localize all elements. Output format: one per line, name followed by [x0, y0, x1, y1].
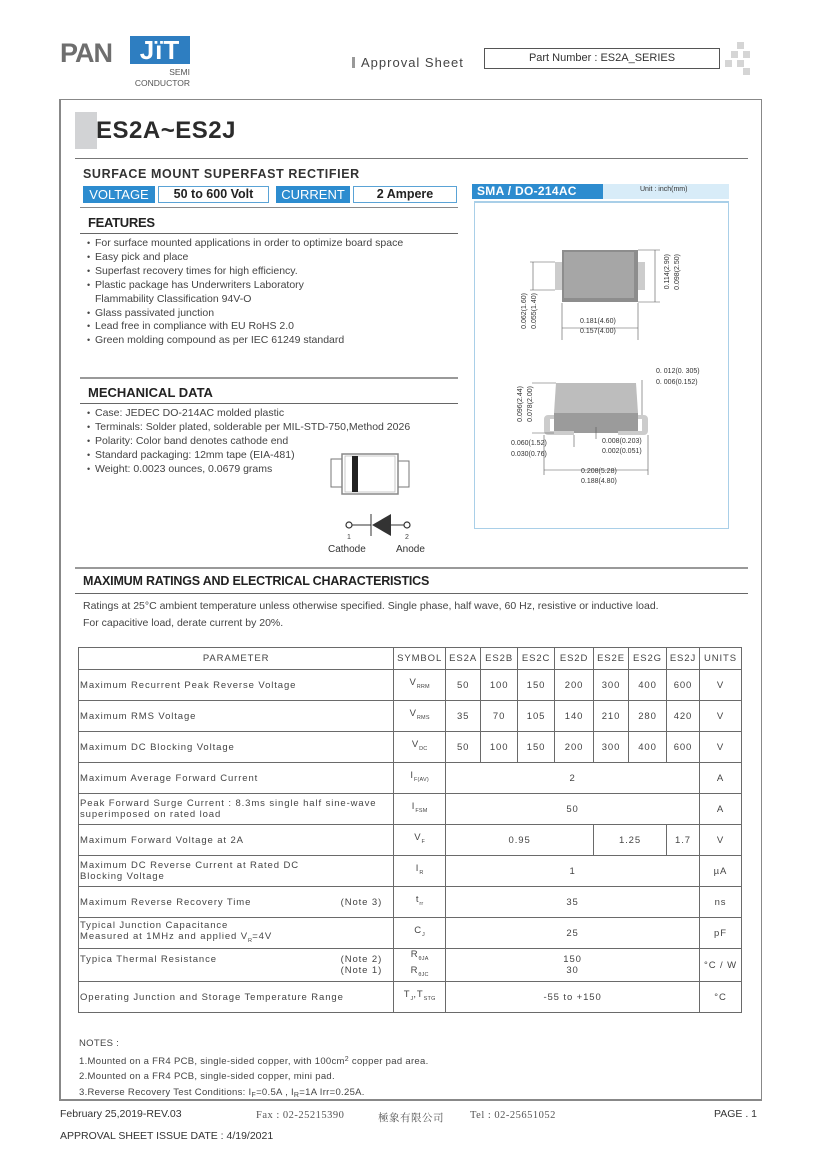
value-cell: 1.7	[666, 825, 699, 856]
dim-lead-len-min: 0.030(0.76)	[511, 451, 547, 458]
notes-block	[79, 1036, 429, 1103]
col-header: ES2D	[555, 648, 594, 670]
value-cell: 100	[481, 670, 518, 701]
cathode-label: Cathode	[328, 544, 366, 555]
value-cell: 35	[446, 887, 700, 918]
dim-body-height-min: 0.098(2.50)	[674, 254, 681, 290]
package-polarity-icon	[330, 450, 420, 500]
dim-standoff-min: 0.002(0.051)	[602, 448, 642, 455]
ratings-table	[78, 647, 742, 1013]
ratings-note-2: For capacitive load, derate current by 20%.	[83, 617, 284, 629]
ratings-note-1: Ratings at 25°C ambient temperature unless otherwise specified. Single phase, half wave, 60 Hz, resistive or inductive load.	[83, 600, 659, 612]
col-header: ES2B	[481, 648, 518, 670]
unit-cell: °C / W	[699, 949, 741, 982]
value-cell: 50	[446, 794, 700, 825]
current-tag: CURRENT	[276, 186, 350, 203]
dim-standoff-max: 0.008(0.203)	[602, 438, 642, 445]
package-title: SMA / DO-214AC	[472, 184, 603, 199]
unit-cell: V	[699, 825, 741, 856]
symbol-cell: $V_F$	[394, 825, 446, 856]
logo-pan-text: PAN	[60, 38, 113, 68]
note-2: 2.Mounted on a FR4 PCB, single-sided copper, mini pad.	[79, 1071, 335, 1082]
symbol-cell: $C_J$	[394, 918, 446, 949]
param-cell: Maximum DC Blocking Voltage	[79, 732, 394, 763]
footer-company: 極象有限公司	[378, 1113, 444, 1124]
features-divider	[80, 233, 458, 234]
symbol-cell: $R_{\theta JA}$ $R_{\theta JC}$	[394, 949, 446, 982]
value-cell: 300	[594, 732, 629, 763]
diode-symbol-icon	[343, 512, 413, 536]
param-cell: Maximum Reverse Recovery Time (Note 3)	[79, 887, 394, 918]
value-cell: 105	[518, 701, 555, 732]
table-row	[79, 918, 742, 949]
value-cell: 1.25	[594, 825, 667, 856]
unit-cell: V	[699, 732, 741, 763]
value-cell: 420	[666, 701, 699, 732]
col-header: ES2C	[518, 648, 555, 670]
value-cell: 150	[518, 732, 555, 763]
dim-body-height-max: 0.114(2.90)	[664, 254, 671, 290]
col-header: SYMBOL	[394, 648, 446, 670]
value-cell: -55 to +150	[446, 982, 700, 1013]
ratings-divider	[75, 593, 748, 594]
value-cell: 400	[629, 732, 667, 763]
value-cell: 0.95	[446, 825, 594, 856]
symbol-cell: $t_{rr}$	[394, 887, 446, 918]
table-header-row	[79, 648, 742, 670]
symbol-cell: $V_{DC}$	[394, 732, 446, 763]
symbol-cell: $I_R$	[394, 856, 446, 887]
feature-item: • Glass passivated junction	[87, 307, 403, 321]
table-row	[79, 763, 742, 794]
dim-lead-width-max: 0.062(1.60)	[521, 293, 528, 329]
ratings-heading: MAXIMUM RATINGS AND ELECTRICAL CHARACTERISTICS	[83, 574, 430, 588]
value-cell: 600	[666, 732, 699, 763]
approval-bar-icon	[352, 57, 355, 68]
col-header: ES2G	[629, 648, 667, 670]
param-cell: Typica Thermal Resistance (Note 2) (Note 1)	[79, 949, 394, 982]
param-cell: Maximum Forward Voltage at 2A	[79, 825, 394, 856]
value-cell: 210	[594, 701, 629, 732]
table-row	[79, 949, 742, 982]
feature-item: • Green molding compound as per IEC 61249 standard	[87, 334, 403, 348]
param-cell: Operating Junction and Storage Temperature Range	[79, 982, 394, 1013]
voltage-tag: VOLTAGE	[83, 186, 155, 203]
table-row	[79, 732, 742, 763]
table-row	[79, 701, 742, 732]
features-heading: FEATURES	[88, 215, 155, 230]
value-cell: 100	[481, 732, 518, 763]
param-cell: Maximum DC Reverse Current at Rated DC Blocking Voltage	[79, 856, 394, 887]
dim-lead-len-max: 0.060(1.52)	[511, 440, 547, 447]
value-cell: 200	[555, 670, 594, 701]
value-cell: 600	[666, 670, 699, 701]
logo-sub-conductor: CONDUCTOR	[134, 78, 190, 88]
title-accent-block	[75, 112, 97, 149]
param-cell: Maximum Recurrent Peak Reverse Voltage	[79, 670, 394, 701]
approval-sheet-label	[352, 55, 464, 70]
symbol-cell: $T_J,T_{STG}$	[394, 982, 446, 1013]
feature-item: • Plastic package has Underwriters Laboratory	[87, 279, 403, 293]
value-cell: 140	[555, 701, 594, 732]
features-list	[87, 237, 403, 348]
approval-text: Approval Sheet	[361, 55, 464, 70]
dim-overall-min: 0.188(4.80)	[581, 478, 617, 485]
tags-divider	[80, 207, 458, 208]
footer-fax: Fax : 02-25215390	[256, 1110, 345, 1121]
value-cell: 150	[518, 670, 555, 701]
table-row	[79, 982, 742, 1013]
value-cell: 50	[446, 732, 481, 763]
feature-item-continuation: Flammability Classification 94V-O	[95, 292, 252, 305]
mechanical-item: • Polarity: Color band denotes cathode end	[87, 435, 410, 449]
anode-label: Anode	[396, 544, 425, 555]
value-cell: 280	[629, 701, 667, 732]
symbol-cell: $V_{RMS}$	[394, 701, 446, 732]
part-number-box: Part Number : ES2A_SERIES	[484, 48, 720, 69]
unit-cell: ns	[699, 887, 741, 918]
param-cell: Maximum Average Forward Current	[79, 763, 394, 794]
mechanical-divider	[80, 403, 458, 404]
col-header: ES2A	[446, 648, 481, 670]
ratings-top-divider	[75, 567, 748, 569]
mechanical-item: • Weight: 0.0023 ounces, 0.0679 grams	[87, 463, 410, 477]
dim-body-len-max: 0.181(4.60)	[580, 318, 616, 325]
dim-height-min: 0.078(2.00)	[527, 386, 534, 422]
unit-cell: A	[699, 763, 741, 794]
col-header: ES2J	[666, 648, 699, 670]
pin2-label: 2	[405, 534, 409, 541]
table-row	[79, 887, 742, 918]
note-3: 3.Reverse Recovery Test Conditions: $I_F=0.5A$ , $I_R=1A$ Irr=0.25A.	[79, 1086, 365, 1099]
dim-lead-width-min: 0.055(1.40)	[531, 293, 538, 329]
value-cell: 400	[629, 670, 667, 701]
pin1-label: 1	[347, 534, 351, 541]
current-value: 2 Ampere	[353, 186, 457, 203]
feature-item: • Superfast recovery times for high efficiency.	[87, 265, 403, 279]
logo-sub-semi: SEMI	[169, 67, 190, 77]
param-cell: Peak Forward Surge Current : 8.3ms single half sine-wave superimposed on rated load	[79, 794, 394, 825]
package-unit: Unit : inch(mm)	[640, 186, 688, 193]
notes-heading: NOTES :	[79, 1038, 120, 1049]
value-cell: 70	[481, 701, 518, 732]
symbol-cell: $I_{F(AV)}$	[394, 763, 446, 794]
package-top-view-icon	[520, 245, 670, 355]
unit-cell: V	[699, 670, 741, 701]
mechanical-heading: MECHANICAL DATA	[88, 385, 213, 400]
value-cell: 300	[594, 670, 629, 701]
dim-overall-max: 0.208(5.28)	[581, 468, 617, 475]
value-cell: 35	[446, 701, 481, 732]
value-cell: 200	[555, 732, 594, 763]
footer-revision: February 25,2019-REV.03	[60, 1108, 182, 1120]
dim-height-max: 0.096(2.44)	[517, 386, 524, 422]
mechanical-item: • Case: JEDEC DO-214AC molded plastic	[87, 407, 410, 421]
table-row	[79, 670, 742, 701]
mechanical-item: • Terminals: Solder plated, solderable per MIL-STD-750,Method 2026	[87, 421, 410, 435]
col-header: ES2E	[594, 648, 629, 670]
dim-body-len-min: 0.157(4.00)	[580, 328, 616, 335]
feature-item: • For surface mounted applications in order to optimize board space	[87, 237, 403, 251]
footer-page: PAGE . 1	[714, 1108, 757, 1120]
param-cell: Typical Junction Capacitance Measured at 1MHz and applied $V_R=4V$	[79, 918, 394, 949]
mechanical-item: • Standard packaging: 12mm tape (EIA-481)	[87, 449, 410, 463]
table-row	[79, 825, 742, 856]
footer-issue-date: APPROVAL SHEET ISSUE DATE : 4/19/2021	[60, 1130, 274, 1142]
param-cell: Maximum RMS Voltage	[79, 701, 394, 732]
mechanical-top-divider	[80, 377, 458, 379]
product-subtitle: SURFACE MOUNT SUPERFAST RECTIFIER	[83, 167, 360, 181]
logo-jit-badge: JïT	[130, 36, 190, 64]
table-row	[79, 856, 742, 887]
col-header: PARAMETER	[79, 648, 394, 670]
col-header: UNITS	[699, 648, 741, 670]
feature-item: • Easy pick and place	[87, 251, 403, 265]
logo-subtitle	[130, 67, 190, 89]
symbol-cell: $V_{RRM}$	[394, 670, 446, 701]
table-row	[79, 794, 742, 825]
value-cell: 150 30	[446, 949, 700, 982]
feature-item: • Lead free in compliance with EU RoHS 2.0	[87, 320, 403, 334]
footer-tel: Tel : 02-25651052	[470, 1110, 556, 1121]
page-title: ES2A~ES2J	[96, 117, 236, 144]
symbol-cell: $I_{FSM}$	[394, 794, 446, 825]
note-1: 1.Mounted on a FR4 PCB, single-sided copper, with $100cm^2$ copper pad area.	[79, 1055, 429, 1067]
title-divider	[75, 158, 748, 159]
voltage-value: 50 to 600 Volt	[158, 186, 269, 203]
unit-cell: °C	[699, 982, 741, 1013]
unit-cell: µA	[699, 856, 741, 887]
unit-cell: A	[699, 794, 741, 825]
decorative-squares-icon	[725, 40, 761, 76]
value-cell: 25	[446, 918, 700, 949]
dim-lead-thick-min: 0. 006(0.152)	[656, 379, 698, 386]
value-cell: 1	[446, 856, 700, 887]
value-cell: 2	[446, 763, 700, 794]
dim-lead-thick-max: 0. 012(0. 305)	[656, 368, 700, 375]
value-cell: 50	[446, 670, 481, 701]
unit-cell: V	[699, 701, 741, 732]
unit-cell: pF	[699, 918, 741, 949]
